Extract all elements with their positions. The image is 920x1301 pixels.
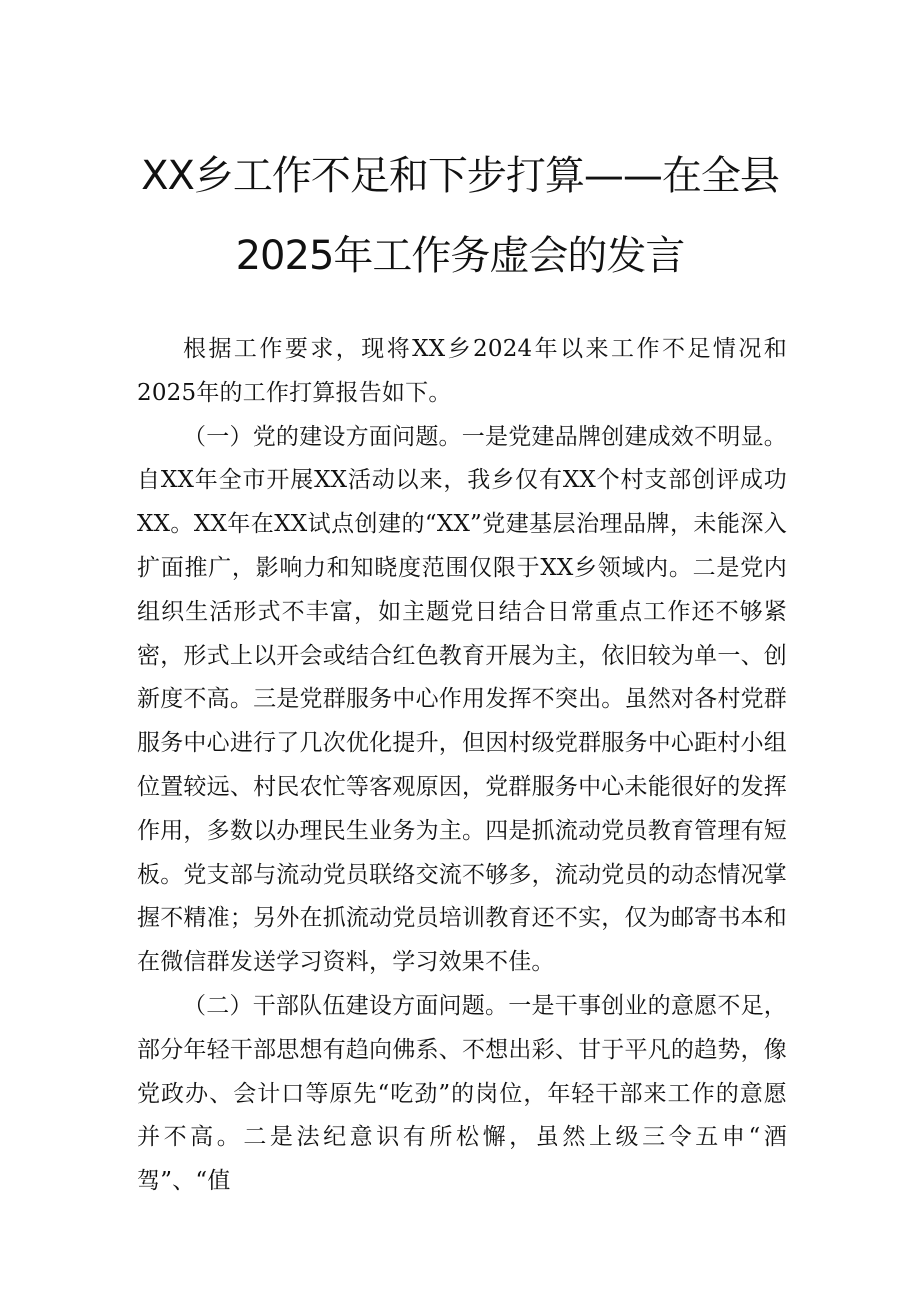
document-body [137, 328, 787, 1204]
paragraph-intro: 根据工作要求，现将XX乡2024年以来工作不足情况和2025年的工作打算报告如下。 [137, 336, 787, 406]
document-title-line-1: XX乡工作不足和下步打算——在全县 [141, 153, 779, 199]
paragraph-party-building: （一）党的建设方面问题。一是党建品牌创建成效不明显。自XX年全市开展XX活动以来，我乡仅有XX个村支部创评成功XX。XX年在XX试点创建的“XX”党建基层治理品牌，未能深入扩面推广，影响力和知晓度范围仅限于XX乡领域内。二是党内组织生活形式不丰富，如主题党日结合日常重点工作还不够紧密，形式上以开会或结合红色教育开展为主，依旧较为单一、创新度不高。三是党群服务中心作用发挥不突出。虽然对各村党群服务中心进行了几次优化提升，但因村级党群服务中心距村小组位置较远、村民农忙等客观原因，党群服务中心未能很好的发挥作用，多数以办理民生业务为主。四是抓流动党员教育管理有短板。党支部与流动党员联络交流不够多，流动党员的动态情况掌握不精准；另外在抓流动党员培训教育还不实，仅为邮寄书本和在微信群发送学习资料，学习效果不佳。 [137, 423, 787, 976]
document-title-line-2: 2025年工作务虚会的发言 [235, 233, 685, 279]
paragraph-cadre-team: （二）干部队伍建设方面问题。一是干事创业的意愿不足，部分年轻干部思想有趋向佛系、不想出彩、甘于平凡的趋势，像党政办、会计口等原先“吃劲”的岗位，年轻干部来工作的意愿并不高。二是法纪意识有所松懈，虽然上级三令五申“酒驾”、“值 [137, 992, 787, 1195]
